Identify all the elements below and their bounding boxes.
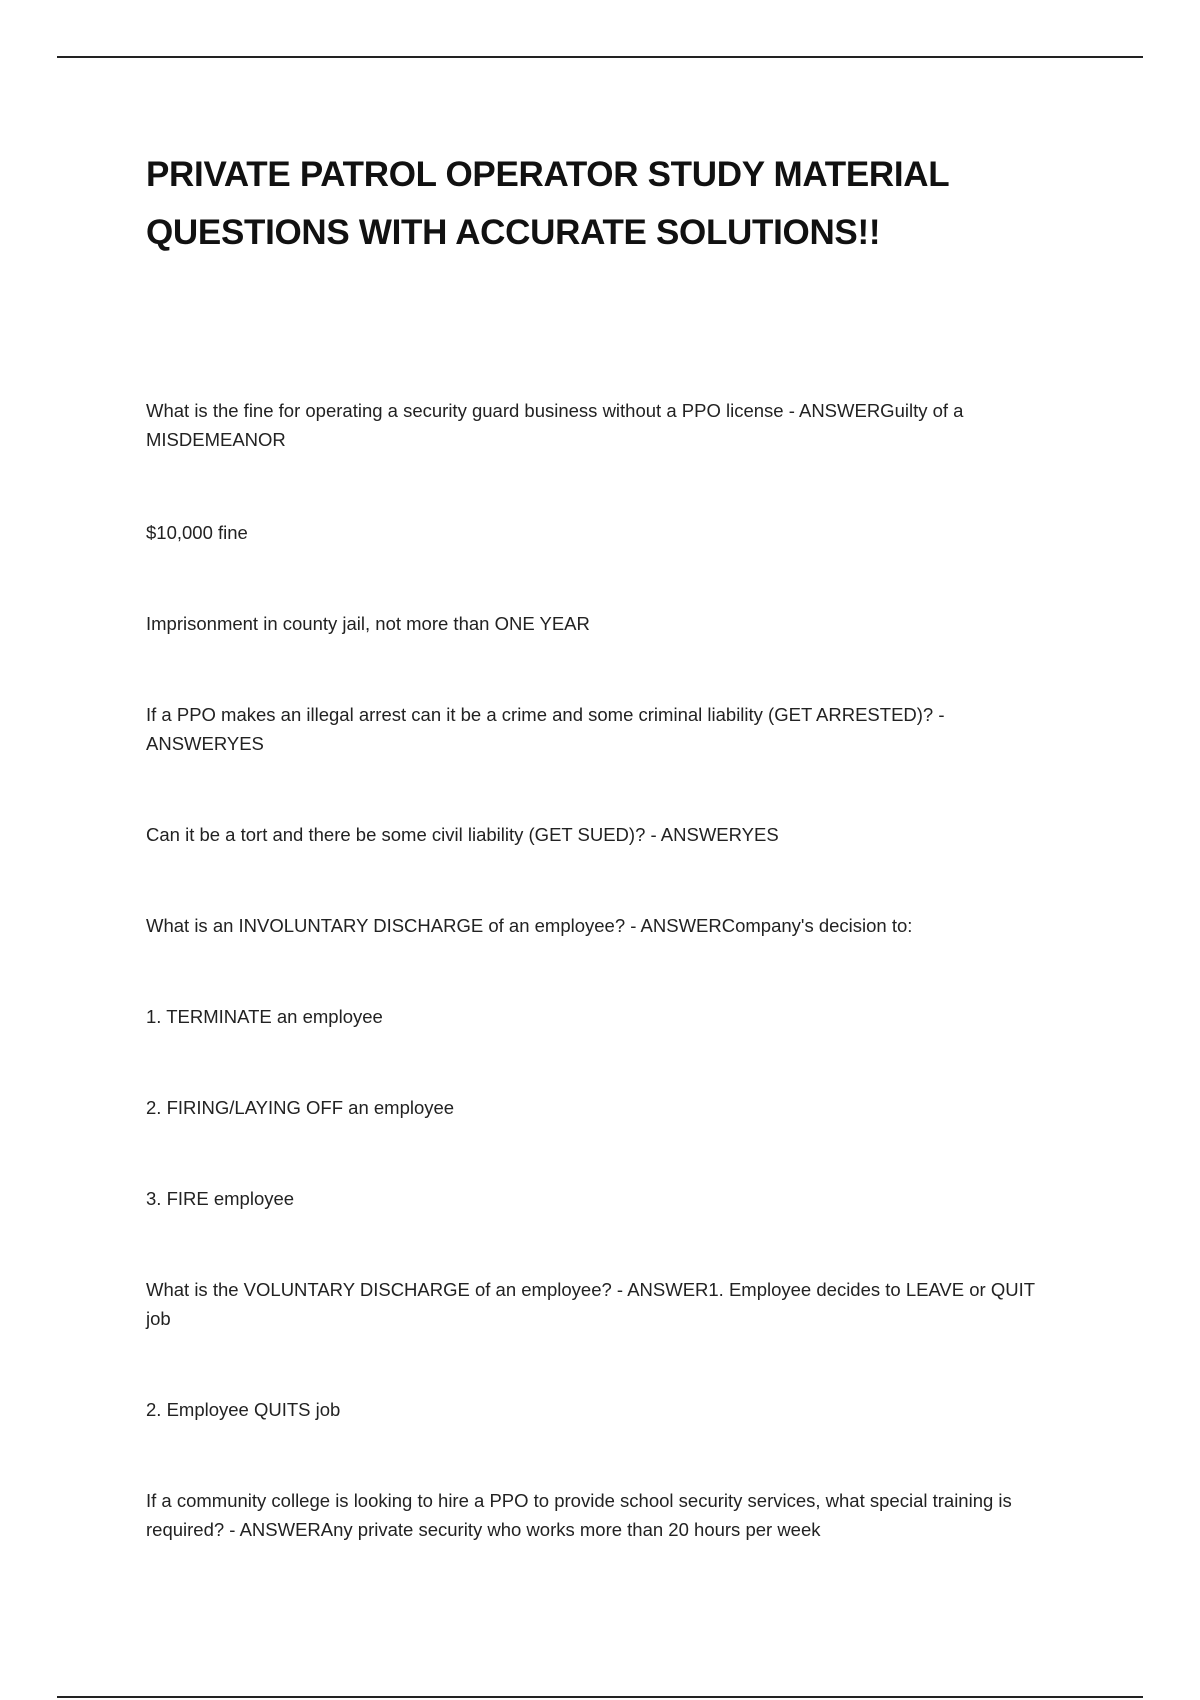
title-line-2: QUESTIONS WITH ACCURATE SOLUTIONS!! <box>146 213 881 252</box>
list-item-fire: 3. FIRE employee <box>146 1188 295 1209</box>
question-voluntary-discharge: What is the VOLUNTARY DISCHARGE of an employee? - ANSWER1. Employee decides to LEAVE or QUIT job <box>146 1279 1035 1329</box>
question-tort-liability: Can it be a tort and there be some civil liability (GET SUED)? - ANSWERYES <box>146 824 779 845</box>
list-item-firing: 2. FIRING/LAYING OFF an employee <box>146 1097 455 1118</box>
document-title <box>146 146 1066 262</box>
question-illegal-arrest: If a PPO makes an illegal arrest can it be a crime and some criminal liability (GET ARRESTED)? - ANSWERYES <box>146 704 945 754</box>
answer-imprisonment: Imprisonment in county jail, not more than ONE YEAR <box>146 613 590 634</box>
title-line-1: PRIVATE PATROL OPERATOR STUDY MATERIAL <box>146 155 950 194</box>
list-item-quits: 2. Employee QUITS job <box>146 1399 341 1420</box>
list-item-terminate: 1. TERMINATE an employee <box>146 1006 383 1027</box>
question-community-college-training: If a community college is looking to hire a PPO to provide school security services, what special training is required? - ANSWERAny private security who works more than 20 hours per week <box>146 1490 1012 1540</box>
header-rule <box>57 56 1143 58</box>
question-involuntary-discharge: What is an INVOLUNTARY DISCHARGE of an employee? - ANSWERCompany's decision to: <box>146 915 913 936</box>
question-ppo-license-fine: What is the fine for operating a security guard business without a PPO license - ANSWERGuilty of a MISDEMEANOR <box>146 400 964 450</box>
answer-fine-amount: $10,000 fine <box>146 522 248 543</box>
footer-rule <box>57 1696 1143 1698</box>
